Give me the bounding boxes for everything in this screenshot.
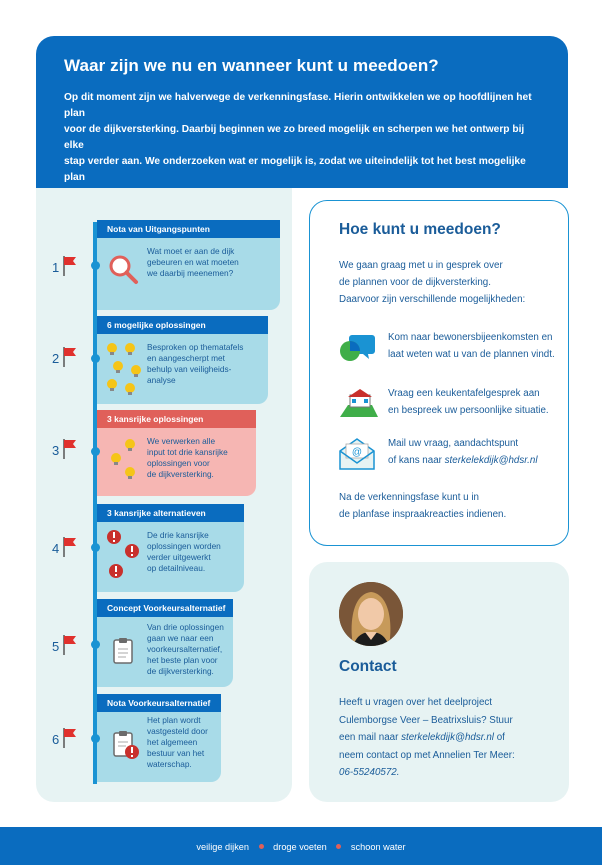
step-number: 5	[52, 639, 60, 654]
step-number: 6	[52, 732, 60, 747]
step-title: Nota Voorkeursalternatief	[97, 694, 221, 712]
step-body: Besproken op thematafels en aangescherpt met behulp van veiligheids- analyse	[97, 334, 268, 404]
step-number: 2	[52, 351, 60, 366]
avatar	[339, 582, 403, 646]
step-number: 1	[52, 260, 60, 275]
svg-text:@: @	[351, 447, 363, 458]
footer-slogan-3: schoon water	[350, 842, 406, 852]
step-number: 4	[52, 541, 60, 556]
flag-icon	[62, 535, 80, 559]
clipboard-icon	[112, 637, 136, 665]
footer-slogan-1: veilige dijken	[196, 842, 250, 852]
email-link[interactable]: sterkelekdijk@hdsr.nl	[444, 455, 538, 466]
step-number: 3	[52, 443, 60, 458]
bullet-dot-icon	[259, 844, 264, 849]
chat-bubbles-icon	[338, 331, 376, 365]
step-flag	[52, 345, 82, 371]
option-meetings: Kom naar bewonersbijeenkomsten en laat weten wat u van de plannen vindt.	[338, 329, 560, 369]
clipboard-alert-icon	[112, 730, 140, 760]
step-flag	[52, 726, 82, 752]
contact-panel	[309, 562, 569, 802]
step-flag	[52, 633, 82, 659]
step-flag	[52, 535, 82, 561]
flag-icon	[62, 633, 80, 657]
participation-title: Hoe kunt u meedoen?	[339, 221, 501, 238]
phone-number[interactable]: 06-55240572.	[339, 767, 400, 778]
footer-slogan-2: droge voeten	[273, 842, 327, 852]
contact-text: Heeft u vragen over het deelproject Culemborgse Veer – Beatrixsluis? Stuur een mail naar sterkelekdijk@hdsr.nl of neem contact op met Annelien Ter Meer: 06-55240572.	[339, 697, 515, 778]
alert-icons	[106, 529, 142, 581]
flag-icon	[62, 437, 80, 461]
step-flag	[52, 254, 82, 280]
step-body: Wat moet er aan de dijk gebeuren en wat moeten we daarbij meenemen?	[97, 238, 280, 310]
magnifier-icon	[106, 252, 140, 286]
step-body: Van drie oplossingen gaan we naar een voorkeursalternatief, het beste plan voor de dijkversterking.	[97, 617, 233, 687]
timeline-dot	[91, 543, 100, 552]
house-icon	[338, 387, 380, 421]
timeline-dot	[91, 261, 100, 270]
step-body: Het plan wordt vastgesteld door het algemeen bestuur van het waterschap.	[97, 712, 221, 782]
portrait-image	[339, 582, 403, 646]
step-title: Nota van Uitgangspunten	[97, 220, 280, 238]
flag-icon	[62, 254, 80, 278]
intro-text: Op dit moment zijn we halverwege de verkenningsfase. Hierin ontwikkelen we op hoofdlijnen het plan voor de dijkversterking. Daarbij beginnen we zo breed mogelijk en scherpen we het ontwerp bij elke stap verder aan. We onderzoeken wat er mogelijk is, zodat we uiteindelijk tot het best mogelijke plan	[64, 92, 532, 183]
step-title: 6 mogelijke oplossingen	[97, 316, 268, 334]
page-title: Waar zijn we nu en wanneer kunt u meedoen?	[64, 56, 439, 75]
step-title: Concept Voorkeursalternatief	[97, 599, 233, 617]
timeline-dot	[91, 734, 100, 743]
bullet-dot-icon	[336, 844, 341, 849]
step-flag	[52, 437, 82, 463]
option-mail: @ Mail uw vraag, aandachtspunt of kans naar sterkelekdijk@hdsr.nl	[338, 435, 560, 475]
option-kitchen-table: Vraag een keukentafelgesprek aan en bespreek uw persoonlijke situatie.	[338, 385, 560, 425]
flag-icon	[62, 726, 80, 750]
email-link[interactable]: sterkelekdijk@hdsr.nl	[401, 732, 494, 743]
timeline-dot	[91, 640, 100, 649]
participation-intro: We gaan graag met u in gesprek over de plannen voor de dijkversterking. Daarvoor zijn verschillende mogelijkheden:	[339, 260, 526, 305]
contact-title: Contact	[339, 658, 397, 675]
step-title: 3 kansrijke alternatieven	[97, 504, 244, 522]
step-body: De drie kansrijke oplossingen worden verder uitgewerkt op detailniveau.	[97, 522, 244, 592]
timeline-dot	[91, 354, 100, 363]
participation-panel	[309, 200, 569, 546]
lightbulbs-icon	[104, 340, 144, 396]
timeline-dot	[91, 447, 100, 456]
envelope-icon	[338, 437, 376, 471]
intro-banner	[36, 36, 568, 188]
participation-outro: Na de verkenningsfase kunt u in de planfase inspraakreacties indienen.	[339, 492, 507, 520]
footer-bar	[0, 827, 602, 865]
step-body: We verwerken alle input tot drie kansrijke oplossingen voor de dijkversterking.	[97, 428, 256, 496]
step-title: 3 kansrijke oplossingen	[97, 410, 256, 428]
flag-icon	[62, 345, 80, 369]
lightbulbs-icon	[108, 436, 140, 482]
